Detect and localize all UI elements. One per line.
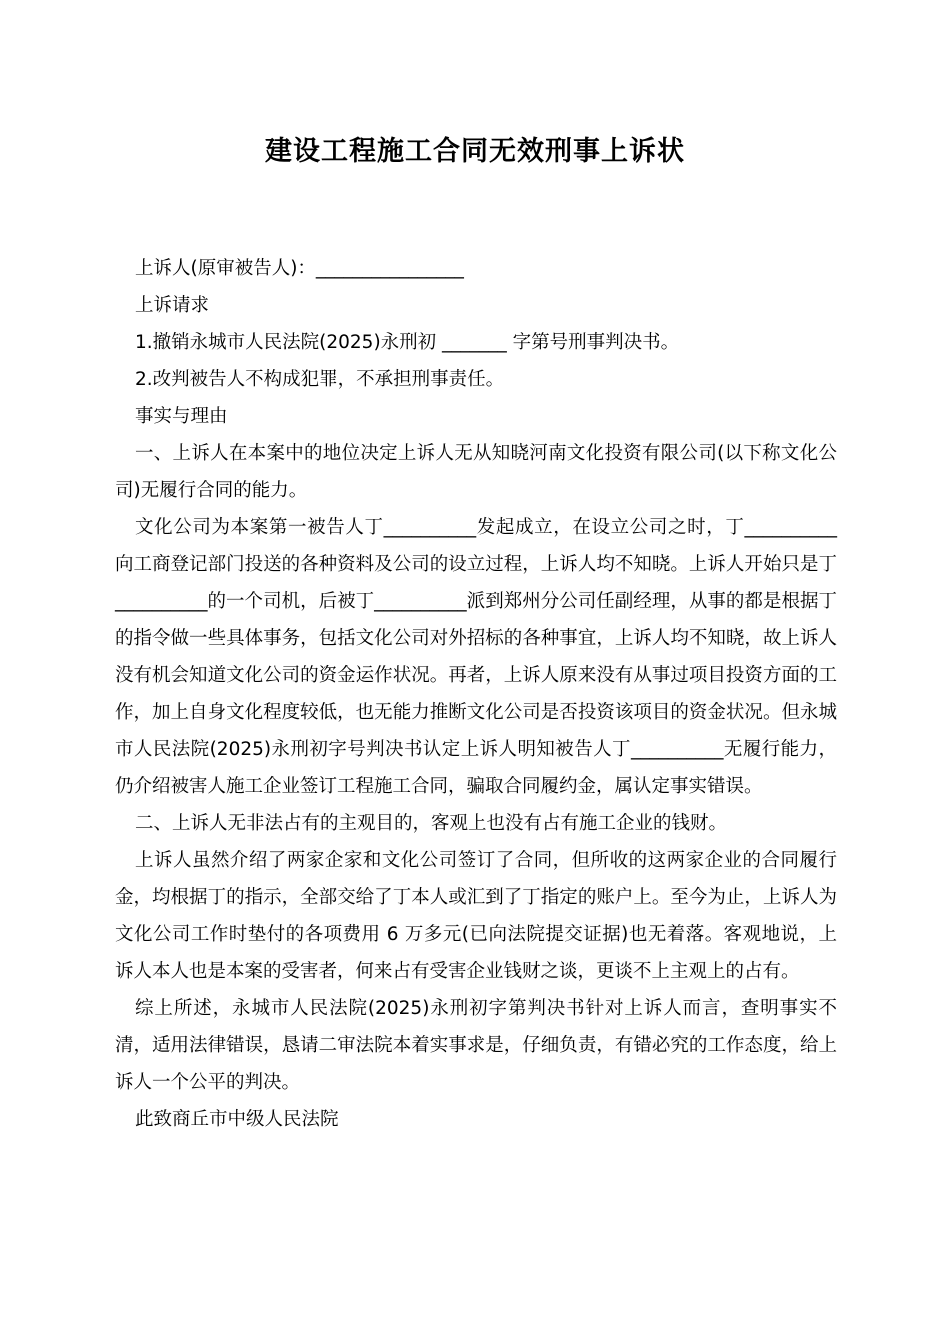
document-body — [115, 250, 837, 1138]
reason-1-heading: 一、上诉人在本案中的地位决定上诉人无从知晓河南文化投资有限公司(以下称文化公司)无履行合同的能力。 — [115, 443, 837, 501]
document-title: 建设工程施工合同无效刑事上诉状 — [265, 136, 685, 167]
reason-2-body: 上诉人虽然介绍了两家企家和文化公司签订了合同，但所收的这两家企业的合同履行金，均根据丁的指示，全部交给了丁本人或汇到了丁指定的账户上。至今为止，上诉人为文化公司工作时垫付的各项费用 6 万多元(已向法院提交证据)也无着落。客观地说，上诉人本人也是本案的受害者，何来占有受害企业钱财之谈，更谈不上主观上的占有。 — [115, 850, 837, 982]
reason-1-body: 文化公司为本案第一被告人丁__________发起成立，在设立公司之时，丁__________向工商登记部门投送的各种资料及公司的设立过程，上诉人均不知晓。上诉人开始只是丁__________的一个司机，后被丁__________派到郑州分公司任副经理，从事的都是根据丁的指令做一些具体事务，包括文化公司对外招标的各种事宜，上诉人均不知晓，故上诉人没有机会知道文化公司的资金运作状况。再者，上诉人原来没有从事过项目投资方面的工作，加上自身文化程度较低，也无能力推断文化公司是否投资该项目的资金状况。但永城市人民法院(2025)永刑初字号判决书认定上诉人明知被告人丁__________无履行能力，仍介绍被害人施工企业签订工程施工合同，骗取合同履约金，属认定事实错误。 — [115, 517, 837, 797]
request-item-1: 1.撤销永城市人民法院(2025)永刑初 _______ 字第号刑事判决书。 — [135, 332, 680, 353]
facts-reasons-heading: 事实与理由 — [135, 406, 228, 427]
addressee-line: 此致商丘市中级人民法院 — [135, 1109, 339, 1130]
conclusion-paragraph: 综上所述，永城市人民法院(2025)永刑初字第判决书针对上诉人而言，查明事实不清，适用法律错误，恳请二审法院本着实事求是，仔细负责，有错必究的工作态度，给上诉人一个公平的判决。 — [115, 998, 837, 1093]
appeal-requests-heading: 上诉请求 — [135, 295, 210, 316]
appellant-line: 上诉人(原审被告人)：________________ — [135, 258, 464, 279]
reason-2-heading: 二、上诉人无非法占有的主观目的，客观上也没有占有施工企业的钱财。 — [135, 813, 728, 834]
request-item-2: 2.改判被告人不构成犯罪，不承担刑事责任。 — [135, 369, 505, 390]
